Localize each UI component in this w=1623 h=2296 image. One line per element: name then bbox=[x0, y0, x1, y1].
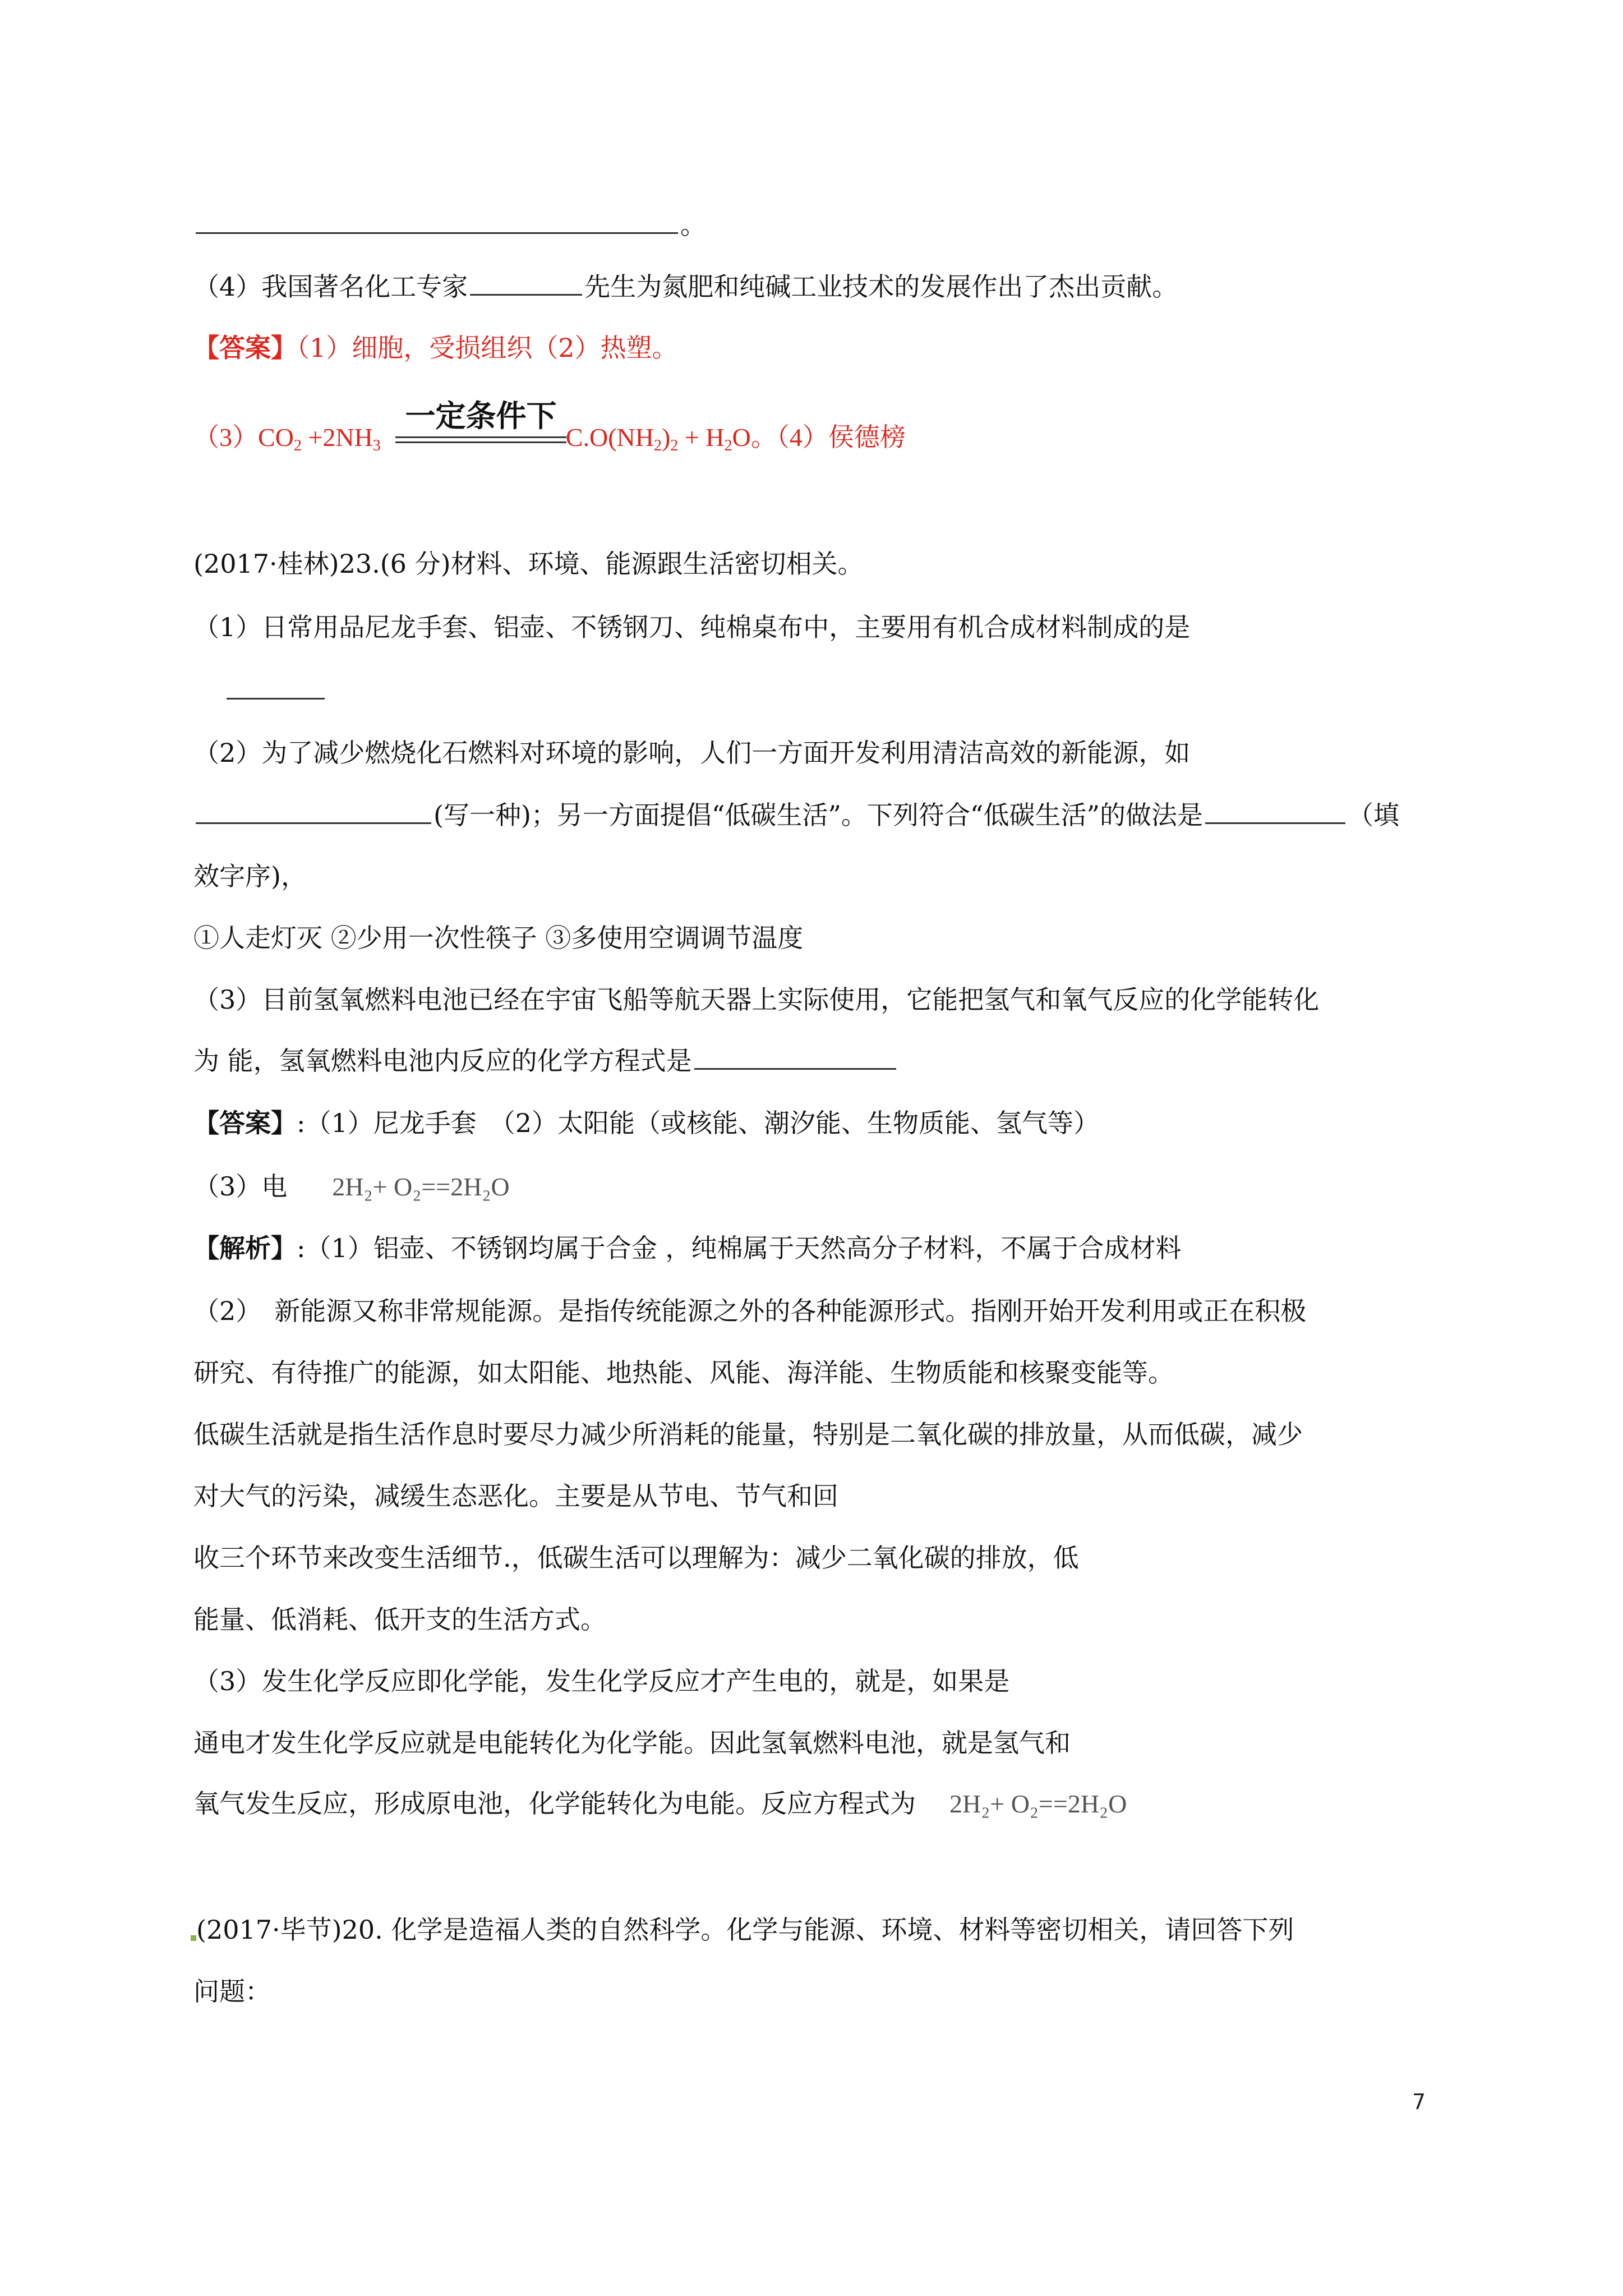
question-23-header: (2017·桂林)23.(6 分)材料、环境、能源跟生活密切相关。 bbox=[193, 549, 864, 579]
answer-blank-line bbox=[193, 208, 706, 242]
equation-image: 2H₂+ O₂==2H₂O bbox=[949, 1789, 1127, 1818]
question-20-l2: 问题： bbox=[193, 1976, 271, 2007]
analysis-3: 研究、有待推广的能源，如太阳能、地热能、风能、海洋能、生物质能和核聚变能等。 bbox=[193, 1358, 1174, 1388]
marker-dot bbox=[191, 1935, 196, 1941]
analysis-7: 能量、低消耗、低开支的生活方式。 bbox=[193, 1604, 606, 1635]
question-4: （4）我国著名化工专家 先生为氮肥和纯碱工业技术的发展作出了杰出贡献。 bbox=[193, 269, 1178, 303]
fill-blank bbox=[196, 798, 431, 824]
answer-label: 【答案】 bbox=[193, 1108, 297, 1138]
question-23-part2c: 效字序)， bbox=[193, 861, 307, 891]
question-23-part3: （3）目前氢氧燃料电池已经在宇宙飞船等航天器上实际使用，它能把氢气和氧气反应的化学能转化 bbox=[193, 984, 1320, 1015]
analysis-5: 对大气的污染，减缓生态恶化。主要是从节电、节气和回 bbox=[193, 1481, 838, 1511]
period: 。 bbox=[680, 210, 706, 240]
fill-blank bbox=[694, 1043, 896, 1070]
analysis-1: 【解析】:（1）铝壶、不锈钢均属于合金 ，纯棉属于天然高分子材料，不属于合成材料 bbox=[193, 1233, 1182, 1263]
analysis-8: （3）发生化学反应即化学能，发生化学反应才产生电的，就是，如果是 bbox=[193, 1666, 1010, 1696]
question-23-options: ①人走灯灭 ②少用一次性筷子 ③多使用空调调节温度 bbox=[193, 923, 804, 953]
equation-image: 2H₂+ O₂==2H₂O bbox=[332, 1172, 510, 1201]
fill-blank bbox=[196, 208, 678, 234]
question-23-part2: （2）为了减少燃烧化石燃料对环境的影响，人们一方面开发利用清洁高效的新能源，如 bbox=[193, 738, 1191, 768]
reaction-condition: 一定条件下 bbox=[395, 397, 566, 443]
fill-blank bbox=[470, 269, 582, 296]
question-23-part1-blank bbox=[224, 673, 327, 707]
fill-blank bbox=[1205, 798, 1345, 824]
answer-label: 【答案】 bbox=[193, 333, 297, 363]
question-23-part1: （1）日常用品尼龙手套、铝壶、不锈钢刀、纯棉桌布中，主要用有机合成材料制成的是 bbox=[193, 612, 1191, 642]
analysis-9: 通电才发生化学反应就是电能转化为化学能。因此氢氧燃料电池，就是氢气和 bbox=[193, 1728, 1071, 1758]
answer-1: 【答案】（1）细胞，受损组织（2）热塑。 bbox=[193, 333, 678, 363]
question-23-part2b: (写一种)；另一方面提倡“低碳生活”。下列符合“低碳生活”的做法是 （填 bbox=[193, 798, 1399, 832]
analysis-10: 氧气发生反应，形成原电池，化学能转化为电能。反应方程式为 2H₂+ O₂==2H₂O bbox=[193, 1787, 1127, 1821]
fill-blank bbox=[227, 673, 325, 700]
question-23-part3b: 为 能，氢氧燃料电池内反应的化学方程式是 bbox=[193, 1043, 898, 1078]
answer-2-part3: （3）电 2H₂+ O₂==2H₂O bbox=[193, 1170, 510, 1204]
answer-2: 【答案】:（1）尼龙手套 （2）太阳能（或核能、潮汐能、生物质能、氢气等） bbox=[193, 1108, 1100, 1138]
analysis-6: 收三个环节来改变生活细节.，低碳生活可以理解为：减少二氧化碳的排放，低 bbox=[193, 1543, 1079, 1573]
analysis-4: 低碳生活就是指生活作息时要尽力减少所消耗的能量，特别是二氧化碳的排放量，从而低碳，减少 bbox=[193, 1419, 1303, 1450]
analysis-2: （2） 新能源又称非常规能源。是指传统能源之外的各种能源形式。指刚开始开发利用或正在积极 bbox=[193, 1296, 1307, 1326]
question-20: (2017·毕节)20. 化学是造福人类的自然科学。化学与能源、环境、材料等密切相关，请回答下列 bbox=[191, 1913, 1294, 1947]
page-number: 7 bbox=[1412, 2090, 1426, 2114]
analysis-label: 【解析】 bbox=[193, 1233, 297, 1263]
answer-1-equation: $(3)CO_2 +2NH_3$ $C.O(NH_2)_2 + H_2O$。（4）侯德榜 bbox=[193, 423, 906, 454]
